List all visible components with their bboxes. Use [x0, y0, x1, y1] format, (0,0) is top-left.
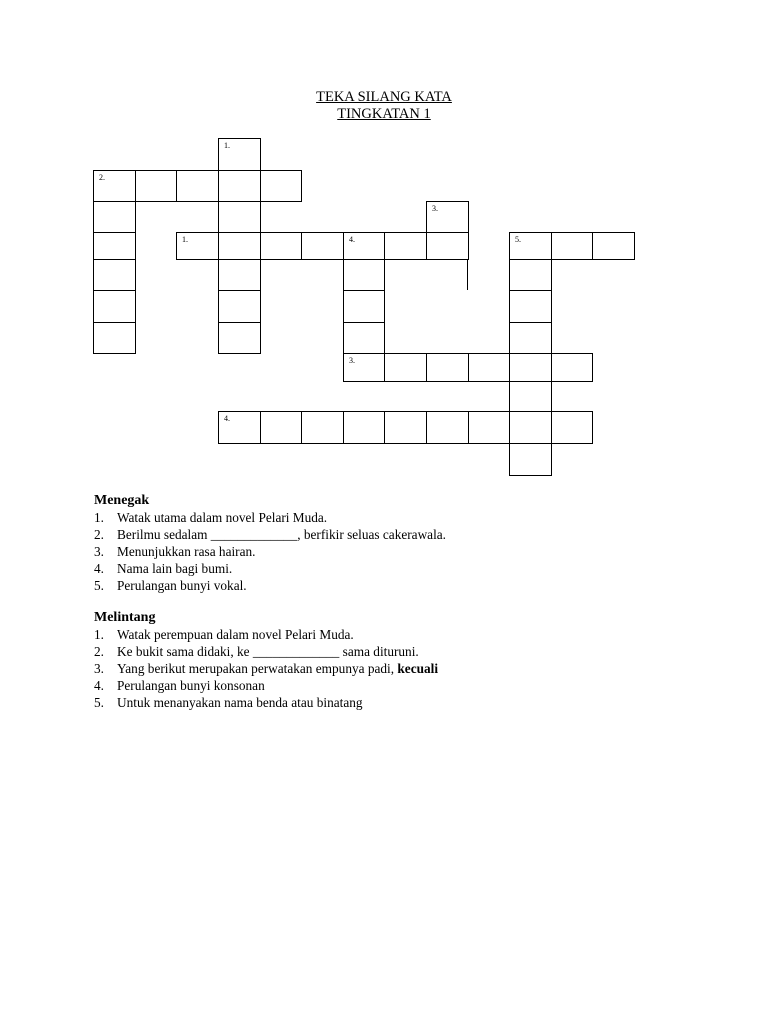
crossword-cell — [93, 290, 136, 323]
crossword-cell — [343, 322, 385, 354]
crossword-cell — [176, 170, 219, 202]
cell-number: 4. — [224, 414, 230, 423]
crossword-cell — [509, 290, 552, 323]
crossword-cell — [551, 232, 593, 260]
clue-number: 4. — [94, 678, 104, 693]
crossword-cell — [93, 259, 136, 291]
crossword-cell — [509, 232, 552, 260]
clue-text: Berilmu sedalam _____________, berfikir seluas cakerawala. — [117, 527, 446, 542]
crossword-cell — [426, 411, 469, 444]
menegak-clue — [94, 509, 327, 526]
crossword-cell — [260, 170, 302, 202]
clue-number: 2. — [94, 644, 104, 659]
crossword-cell — [218, 290, 261, 323]
clue-text: Ke bukit sama didaki, ke _____________ sama dituruni. — [117, 644, 419, 659]
crossword-cell — [426, 353, 469, 382]
crossword-cell — [343, 353, 385, 382]
crossword-cell — [468, 353, 510, 382]
crossword-cell — [509, 443, 552, 476]
clue-number: 1. — [94, 510, 104, 525]
crossword-cell — [426, 201, 469, 233]
crossword-cell — [135, 170, 177, 202]
melintang-clue — [94, 677, 265, 694]
crossword-cell — [218, 170, 261, 202]
clue-text: Perulangan bunyi vokal. — [117, 578, 247, 593]
clue-text: Perulangan bunyi konsonan — [117, 678, 265, 693]
crossword-cell — [384, 232, 427, 260]
melintang-clue — [94, 643, 419, 660]
menegak-clue — [94, 526, 446, 543]
clue-number: 3. — [94, 661, 104, 676]
clue-number: 5. — [94, 695, 104, 710]
crossword-cell — [301, 232, 344, 260]
crossword-cell — [592, 232, 635, 260]
cell-number: 3. — [349, 356, 355, 365]
crossword-cell — [260, 411, 302, 444]
melintang-heading: Melintang — [94, 610, 156, 625]
crossword-cell — [93, 232, 136, 260]
crossword-cell — [218, 411, 261, 444]
clue-number: 5. — [94, 578, 104, 593]
cell-number: 2. — [99, 173, 105, 182]
crossword-cell — [93, 170, 136, 202]
menegak-clue — [94, 560, 232, 577]
clue-text: Nama lain bagi bumi. — [117, 561, 233, 576]
crossword-cell — [218, 259, 261, 291]
crossword-cell — [93, 201, 136, 233]
crossword-cell — [509, 322, 552, 354]
clue-emphasis: kecuali — [397, 661, 439, 676]
crossword-cell — [509, 353, 552, 382]
crossword-cell — [509, 259, 552, 291]
crossword-cell — [343, 290, 385, 323]
crossword-cell — [384, 411, 427, 444]
clue-number: 3. — [94, 544, 104, 559]
crossword-cell — [343, 232, 385, 260]
crossword-cell — [551, 353, 593, 382]
melintang-clue — [94, 694, 363, 711]
cell-number: 3. — [432, 204, 438, 213]
clue-number: 2. — [94, 527, 104, 542]
clue-text: Watak perempuan dalam novel Pelari Muda. — [117, 627, 354, 642]
menegak-clue — [94, 543, 255, 560]
crossword-cell — [93, 322, 136, 354]
crossword-cell — [218, 201, 261, 233]
clue-number: 4. — [94, 561, 104, 576]
crossword-cell — [509, 411, 552, 444]
crossword-cell — [551, 411, 593, 444]
clue-text: Watak utama dalam novel Pelari Muda. — [117, 510, 328, 525]
clue-text: Menunjukkan rasa hairan. — [117, 544, 256, 559]
cell-number: 4. — [349, 235, 355, 244]
crossword-cell — [468, 411, 510, 444]
melintang-clue — [94, 626, 354, 643]
crossword-cell — [426, 232, 469, 260]
crossword-cell — [301, 411, 344, 444]
crossword-cell — [384, 353, 427, 382]
melintang-clue — [94, 660, 438, 677]
clue-number: 1. — [94, 627, 104, 642]
crossword-cell — [343, 411, 385, 444]
clue-text: Untuk menanyakan nama benda atau binatang — [117, 695, 363, 710]
crossword-cell — [509, 381, 552, 412]
cell-number: 1. — [224, 141, 230, 150]
cell-number: 5. — [515, 235, 521, 244]
crossword-cell — [176, 232, 219, 260]
clue-text: Yang berikut merupakan perwatakan empunya padi, — [117, 661, 395, 676]
crossword-cell — [218, 138, 261, 171]
crossword-cell — [218, 322, 261, 354]
title-line-2: TINGKATAN 1 — [337, 106, 431, 122]
title-line-1: TEKA SILANG KATA — [316, 89, 452, 105]
menegak-heading: Menegak — [94, 493, 150, 508]
crossword-cell — [218, 232, 261, 260]
grid-stray-line — [467, 259, 468, 290]
crossword-cell — [260, 232, 302, 260]
menegak-clue — [94, 577, 247, 594]
crossword-cell — [343, 259, 385, 291]
crossword-grid — [0, 0, 768, 500]
cell-number: 1. — [182, 235, 188, 244]
